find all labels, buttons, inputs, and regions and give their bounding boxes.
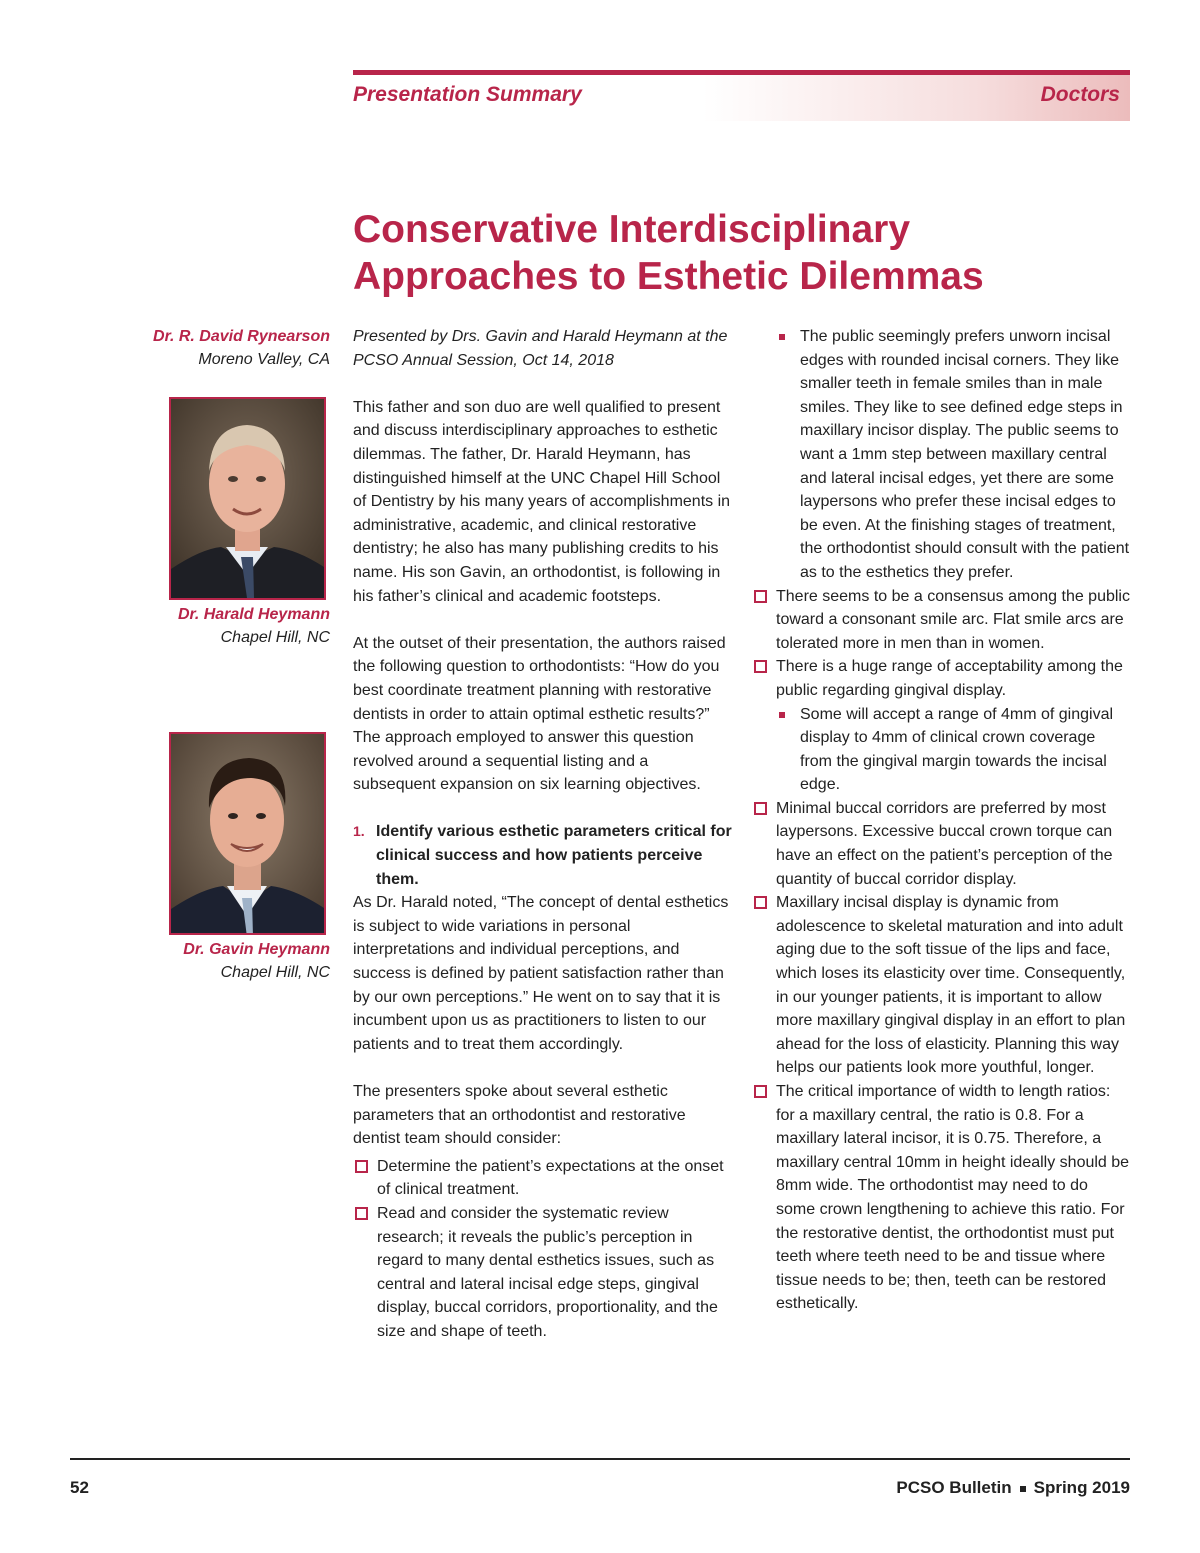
section-label: Presentation Summary <box>353 83 582 106</box>
paragraph: As Dr. Harald noted, “The concept of dental esthetics is subject to wide variations in personal interpretations and individual perceptions, and success is defined by patient satisfaction rather than by our own perceptions.” He went on to say that it is incumbent upon us as practitioners to listen to our patients and to treat them accordingly. <box>353 894 729 1053</box>
list-item <box>353 1155 733 1202</box>
issue-label: Spring 2019 <box>1033 1478 1130 1497</box>
paragraph: This father and son duo are well qualified to present and discuss interdisciplinary approaches to esthetic dilemmas. The father, Dr. Harald Heymann, has distinguished himself at the UNC Chapel Hill School of Dentistry by his many years of accomplishments in administrative, academic, and clinical restorative dentistry; he also has many publishing credits to his name. His son Gavin, an orthodontist, is following in his father’s clinical and academic footsteps. <box>353 398 731 605</box>
list-item-text: Determine the patient’s expectations at the onset of clinical treatment. <box>377 1157 724 1199</box>
list-item <box>353 1202 733 1344</box>
presenter-location: Chapel Hill, NC <box>220 964 330 981</box>
sub-list-item-text: The public seemingly prefers unworn incisal edges with rounded incisal corners. They like smaller teeth in female smiles than in male smiles. They like to see defined edge steps in maxillary incisor display. The public seems to want a 1mm step between maxillary central and lateral incisal edges, yet there are some laypersons who prefer these incisal edges to be even. At the finishing stages of treatment, the orthodontist should consult with the patient as to the esthetics they prefer. <box>800 328 1130 581</box>
byline: Presented by Drs. Gavin and Harald Heymann at the PCSO Annual Session, Oct 14, 2018 <box>353 328 728 369</box>
category-label: Doctors <box>1040 83 1120 106</box>
checkbox-bullet-icon <box>752 655 776 702</box>
article-title-line-2: Approaches to Esthetic Dilemmas <box>353 255 984 298</box>
checkbox-bullet-icon <box>752 797 776 891</box>
list-item <box>752 1080 1130 1316</box>
list-item <box>752 585 1130 656</box>
article-column-2 <box>752 325 1130 1316</box>
list-item-text: There is a huge range of acceptability among the public regarding gingival display. <box>776 658 1123 699</box>
sub-list-item <box>752 703 1130 797</box>
checkbox-bullet-icon <box>752 891 776 1080</box>
square-bullet-icon <box>776 325 800 585</box>
sidebar <box>60 325 330 371</box>
photo-gavin-heymann <box>169 732 326 935</box>
checkbox-bullet-icon <box>353 1155 377 1202</box>
checkbox-bullet-icon <box>752 1080 776 1316</box>
presenter-name: Dr. Gavin Heymann <box>183 941 330 958</box>
list-item-text: Minimal buccal corridors are preferred by most laypersons. Excessive buccal crown torque can have an effect on the patient’s perception of the quantity of buccal corridor display. <box>776 799 1113 888</box>
objective-text: Identify various esthetic parameters critical for clinical success and how patients perceive them. <box>376 823 732 888</box>
publication-name: PCSO Bulletin <box>896 1478 1012 1497</box>
article-column-1 <box>353 325 733 1344</box>
presenter-caption-1 <box>60 603 330 649</box>
footer-divider <box>70 1458 1130 1460</box>
list-item <box>752 891 1130 1080</box>
list-item-text: There seems to be a consensus among the public toward a consonant smile arc. Flat smile arcs are tolerated more in men than in women. <box>776 587 1130 652</box>
paragraph: At the outset of their presentation, the authors raised the following question to orthodontists: “How do you best coordinate treatment planning with restorative dentists in order to attain optimal esthetic results?” The approach employed to answer this question revolved around a sequential listing and a subsequent expansion on six learning objectives. <box>353 634 726 794</box>
checkbox-bullet-icon <box>752 585 776 656</box>
section-header-band <box>353 70 1130 121</box>
sub-list-item-text: Some will accept a range of 4mm of gingival display to 4mm of clinical crown coverage from the gingival margin towards the incisal edge. <box>800 705 1114 794</box>
author-location: Moreno Valley, CA <box>198 351 330 368</box>
page-number: 52 <box>70 1478 89 1497</box>
square-bullet-icon <box>776 703 800 797</box>
presenter-caption-2 <box>60 938 330 984</box>
learning-objective <box>353 820 733 891</box>
photo-harald-heymann <box>169 397 326 600</box>
sub-list-item <box>752 325 1130 585</box>
publication-info <box>896 1478 1130 1498</box>
author-name: Dr. R. David Rynearson <box>153 328 330 345</box>
portrait-gavin-heymann <box>171 734 324 935</box>
list-item-text: Read and consider the systematic review research; it reveals the public’s perception in regard to many dental esthetics issues, such as central and lateral incisal edge steps, gingival display, buccal corridors, proportionality, and the size and shape of teeth. <box>377 1204 718 1340</box>
article-title-line-1: Conservative Interdisciplinary <box>353 208 911 251</box>
portrait-harald-heymann <box>171 399 324 598</box>
list-item <box>752 655 1130 702</box>
article-title <box>353 206 1133 300</box>
list-item <box>752 797 1130 891</box>
checkbox-bullet-icon <box>353 1202 377 1344</box>
paragraph: The presenters spoke about several esthetic parameters that an orthodontist and restorative dentist team should consider: <box>353 1083 686 1148</box>
presenter-location: Chapel Hill, NC <box>220 629 330 646</box>
separator-square-icon <box>1020 1486 1026 1492</box>
objective-number: 1. <box>353 823 365 840</box>
presenter-name: Dr. Harald Heymann <box>177 606 330 623</box>
list-item-text: The critical importance of width to length ratios: for a maxillary central, the ratio is 0.8. For a maxillary lateral incisor, it is 0.75. Therefore, a maxillary central 10mm in height ideally should be 8mm wide. The orthodontist may need to do some crown lengthening to achieve this ratio. For the restorative dentist, the orthodontist must put teeth where teeth need to be and tissue where tissue needs to be; then, teeth can be restored esthetically. <box>776 1083 1130 1313</box>
list-item-text: Maxillary incisal display is dynamic from adolescence to skeletal maturation and into adult aging due to the soft tissue of the lips and face, which loses its elasticity over time. Consequently, in our younger patients, it is important to allow more maxillary gingival display in an effort to plan ahead for the loss of elasticity. Planning this way helps our patients look more youthful, longer. <box>776 894 1126 1077</box>
